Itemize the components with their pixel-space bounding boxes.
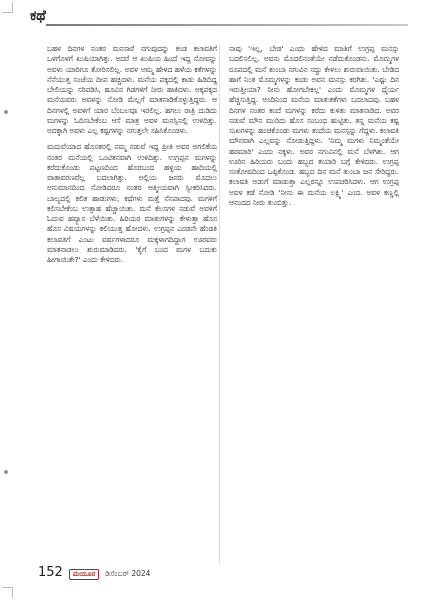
registration-dot [4,470,8,474]
page-header [30,8,408,30]
magazine-logo: ಮಯೂರ [69,569,99,580]
crop-mark-bottom [2,587,13,598]
page-footer [38,565,150,580]
paragraph: ಬಹಳ ದಿನಗಳ ನಂತರ ಮನಸಾರೆ ನಗುವುದನ್ನು ಕಂಡ ಕಲಾವತಿಗೆ ಒಳಗೊಳಗೆ ಖುಷಿಯಾಗಿತ್ತು. ಅದರೆ ಆ ಖುಷಿಯ ಹಿಂದೆ ಇದ್ದ ನೋವನ್ನು ಅವಳು ಯಾರಿಗೂ ತೋರಿಸಲಿಲ್ಲ. ಅವಳ ಅಮ್ಮ ಹೇಳಿದ ಹಳೆಯ ಕತೆಗಳನ್ನು ನೆನೆಯುತ್ತ ಸಂಜೆಯ ದೀಪ ಹಚ್ಚಿದಳು. ಮನೆಯ ಪಕ್ಕದಲ್ಲಿ ಕಾಡು ಹಿಡಿದಿದ್ದ ಬೇಲಿಯನ್ನು ಸರಿಪಡಿಸಿ, ಹೂವಿನ ಗಿಡಗಳಿಗೆ ನೀರು ಹಾಕಿದಳು. ಅಕ್ಕಪಕ್ಕದ ಮನೆಯವರು ಅವಳನ್ನು ನೋಡಿ ಮೆಲ್ಲಗೆ ಮಾತನಾಡಿಕೊಳ್ಳುತ್ತಿದ್ದರು. ಆ ದಿನಗಳಲ್ಲಿ ಅವಳಿಗೆ ಯಾರ ಬೆಂಬಲವೂ ಇರಲಿಲ್ಲ. ಹಗಲು ರಾತ್ರಿ ದುಡಿದು ಮಗಳನ್ನು ಓದಿಸಬೇಕೆಂಬ ಆಸೆ ಮಾತ್ರ ಅವಳ ಮನಸ್ಸಿನಲ್ಲಿ ಉಳಿದಿತ್ತು. ಅದಕ್ಕಾಗಿ ಅವಳು ಎಲ್ಲ ಕಷ್ಟಗಳನ್ನು ನಗುತ್ತಲೇ ಸಹಿಸಿಕೊಂಡಳು. [47,44,217,135]
registration-dot [4,110,8,114]
issue-date: ಡಿಸೆಂಬರ್ 2024 [105,569,151,578]
paragraph: ಮದುವೆಯಾದ ಹೊಸತರಲ್ಲಿ ನಮ್ಮ ನಡುವೆ ಇದ್ದ ಪ್ರೀತಿ ಅವರ ಅಗಲಿಕೆಯ ನಂತರ ಮನೆಯಲ್ಲಿ ಒಂಟಿತನವಾಗಿ ಉಳಿದಿತ್ತು. ಉಗ್ರಪ್ಪನ ಮಗಳನ್ನು ಕರೆದುಕೊಂಡು ಪಟ್ಟಣದಿಂದ ಹೊರಬಂದ ಹಳ್ಳಿಯ ಹಾದಿಯಲ್ಲಿ ವಾತಾವರಣವೆಲ್ಲ ಬದಲಾಗಿತ್ತು. ಅಲ್ಲಿಯ ಜನರು ಮೊದಲು ಅನುಮಾನದಿಂದ ನೋಡಿದರೂ ನಂತರ ಆತ್ಮೀಯವಾಗಿ ಸ್ವೀಕರಿಸಿದರು. ಬಾಲ್ಯದಲ್ಲಿ ಕಲಿತ ಹಾಡುಗಳು, ಕಥೆಗಳು ಮತ್ತೆ ನೆನಪಾದವು. ಮಗಳಿಗೆ ಕಲಿಸಬೇಕೆಂಬ ಉತ್ಸಾಹ ಹೆಚ್ಚಾಯಿತು. ಮನೆ ಕೆಲಸಗಳ ನಡುವೆ ಅವಳಿಗೆ ಓದುವ ಹವ್ಯಾಸ ಬೆಳೆಯಿತು. ಹಿರಿಯರ ಮಾತುಗಳನ್ನು ಕೇಳುತ್ತಾ ಹೊಸ ಹೊಸ ವಿಷಯಗಳನ್ನು ಕಲಿಯುತ್ತ ಹೋದಳು. ಉಗ್ರಪ್ಪನ ಎರಡನೇ ಹೆಂಡತಿ ಕಲಾವತಿಗೆ ಎಂಟು ವರ್ಷಗಳಾದರೂ ಮಕ್ಕಳಾಗದಿದ್ದಾಗ ಊರವರು ಮಾತನಾಡಲು ಶುರುಮಾಡಿದರು. 'ಕೈಗೆ ಬಂದ ಮಗಳ ಬದುಕು ಹೀಗಾಯಿತೇ?' ಎಂದು ಕೇಳಿದರು. [47,142,217,264]
column-divider [219,44,220,564]
crop-mark-top [2,2,13,13]
header-rule [46,24,408,26]
page-number: 152 [38,565,63,580]
text-column-left [47,44,217,271]
paragraph: ನಾವು 'ಇಲ್ಲ, ಬೇಡ' ಎಂದು ಹೇಳಿದ ಮಾತಿಗೆ ಉಗ್ರಪ್ಪ ಮನಸ್ಸು ಬದಲಿಸಲಿಲ್ಲ. ಅವನು ಮೊದಲಿನಂತೆಯೇ ನಡೆದುಕೊಂಡನು. ಮೊಮ್ಮಗಳ ರೂಪದಲ್ಲಿ ಮನೆ ತುಂಬಾ ನಗುವಿನ ಸದ್ದು ಕೇಳಲು ಶುರುವಾಯಿತು. ಬೇಡಿದ ಹಾಗೆ ನಿಂತ ಮೊಮ್ಮಗಳನ್ನು ಕಂಡು ಅವನ ಮನಸ್ಸು ಕರಗಿತು. 'ಎಷ್ಟು ದಿನ ಇರುತ್ತೀಯಾ? ನೀನು ಹೋಗಬೇಕಲ್ಲ' ಎಂದು ಮೊಮ್ಮಗಳ ಧೈರ್ಯ ಹೆಚ್ಚಿಸುತ್ತಿದ್ದ. ಅಂದಿನಿಂದ ಮನೆಯ ಮಾತುಕತೆಗಳು ಬದಲಾದವು. ಬಹಳ ದಿನಗಳ ನಂತರ ತಂದೆ ಮಗಳನ್ನು ಕರೆದು ಕುಳಿತು ಮಾತನಾಡಿದ. ಅವರ ನಡುವೆ ಮೌನ ಮುರಿದು ಹೊಸ ಸಂಬಂಧ ಹುಟ್ಟಿತು. ತನ್ನ ಮನೆಯ ಕಷ್ಟ ಸುಖಗಳನ್ನು ಹಂಚಿಕೊಂಡು ಮಗಳು ತಂದೆಯ ಮನಸ್ಸನ್ನು ಗೆದ್ದಳು. ಕಲಾವತಿ ಮೌನವಾಗಿ ಎಲ್ಲವನ್ನು ನೋಡುತ್ತಿದ್ದಳು. 'ನಿಮ್ಮ ಮಗಳು ನಿಮ್ಮಂತೆಯೇ ಹಠಮಾರಿ' ಎಂದು ನಕ್ಕಳು. ಅವರ ನಗುವಿನಲ್ಲಿ ಮನೆ ಬೆಳಗಿತು. ಆಗ ಊರಿನ ಹಿರಿಯರು ಬಂದು ಹಬ್ಬದ ತಯಾರಿ ಬಗ್ಗೆ ಕೇಳಿದರು. ಉಗ್ರಪ್ಪ ಸಂತೋಷದಿಂದ ಒಪ್ಪಿಕೊಂಡ. ಹಬ್ಬದ ದಿನ ಮನೆ ತುಂಬಾ ಜನ ಸೇರಿದ್ದರು. ಕಲಾವತಿ ಅಡುಗೆ ಮಾಡುತ್ತಾ ಎಲ್ಲರನ್ನೂ ಉಪಚರಿಸಿದಳು. ಆಗ ಉಗ್ರಪ್ಪ ಅವಳ ಕಡೆ ನೋಡಿ 'ನೀನು ಈ ಮನೆಯ ಲಕ್ಷ್ಮಿ' ಎಂದ. ಅವಳ ಕಣ್ಣಲ್ಲಿ ಆನಂದದ ನೀರು ತುಂಬಿತ್ತು. [229,44,399,207]
text-column-right [229,44,399,214]
section-title: ಕಥೆ [30,8,46,24]
